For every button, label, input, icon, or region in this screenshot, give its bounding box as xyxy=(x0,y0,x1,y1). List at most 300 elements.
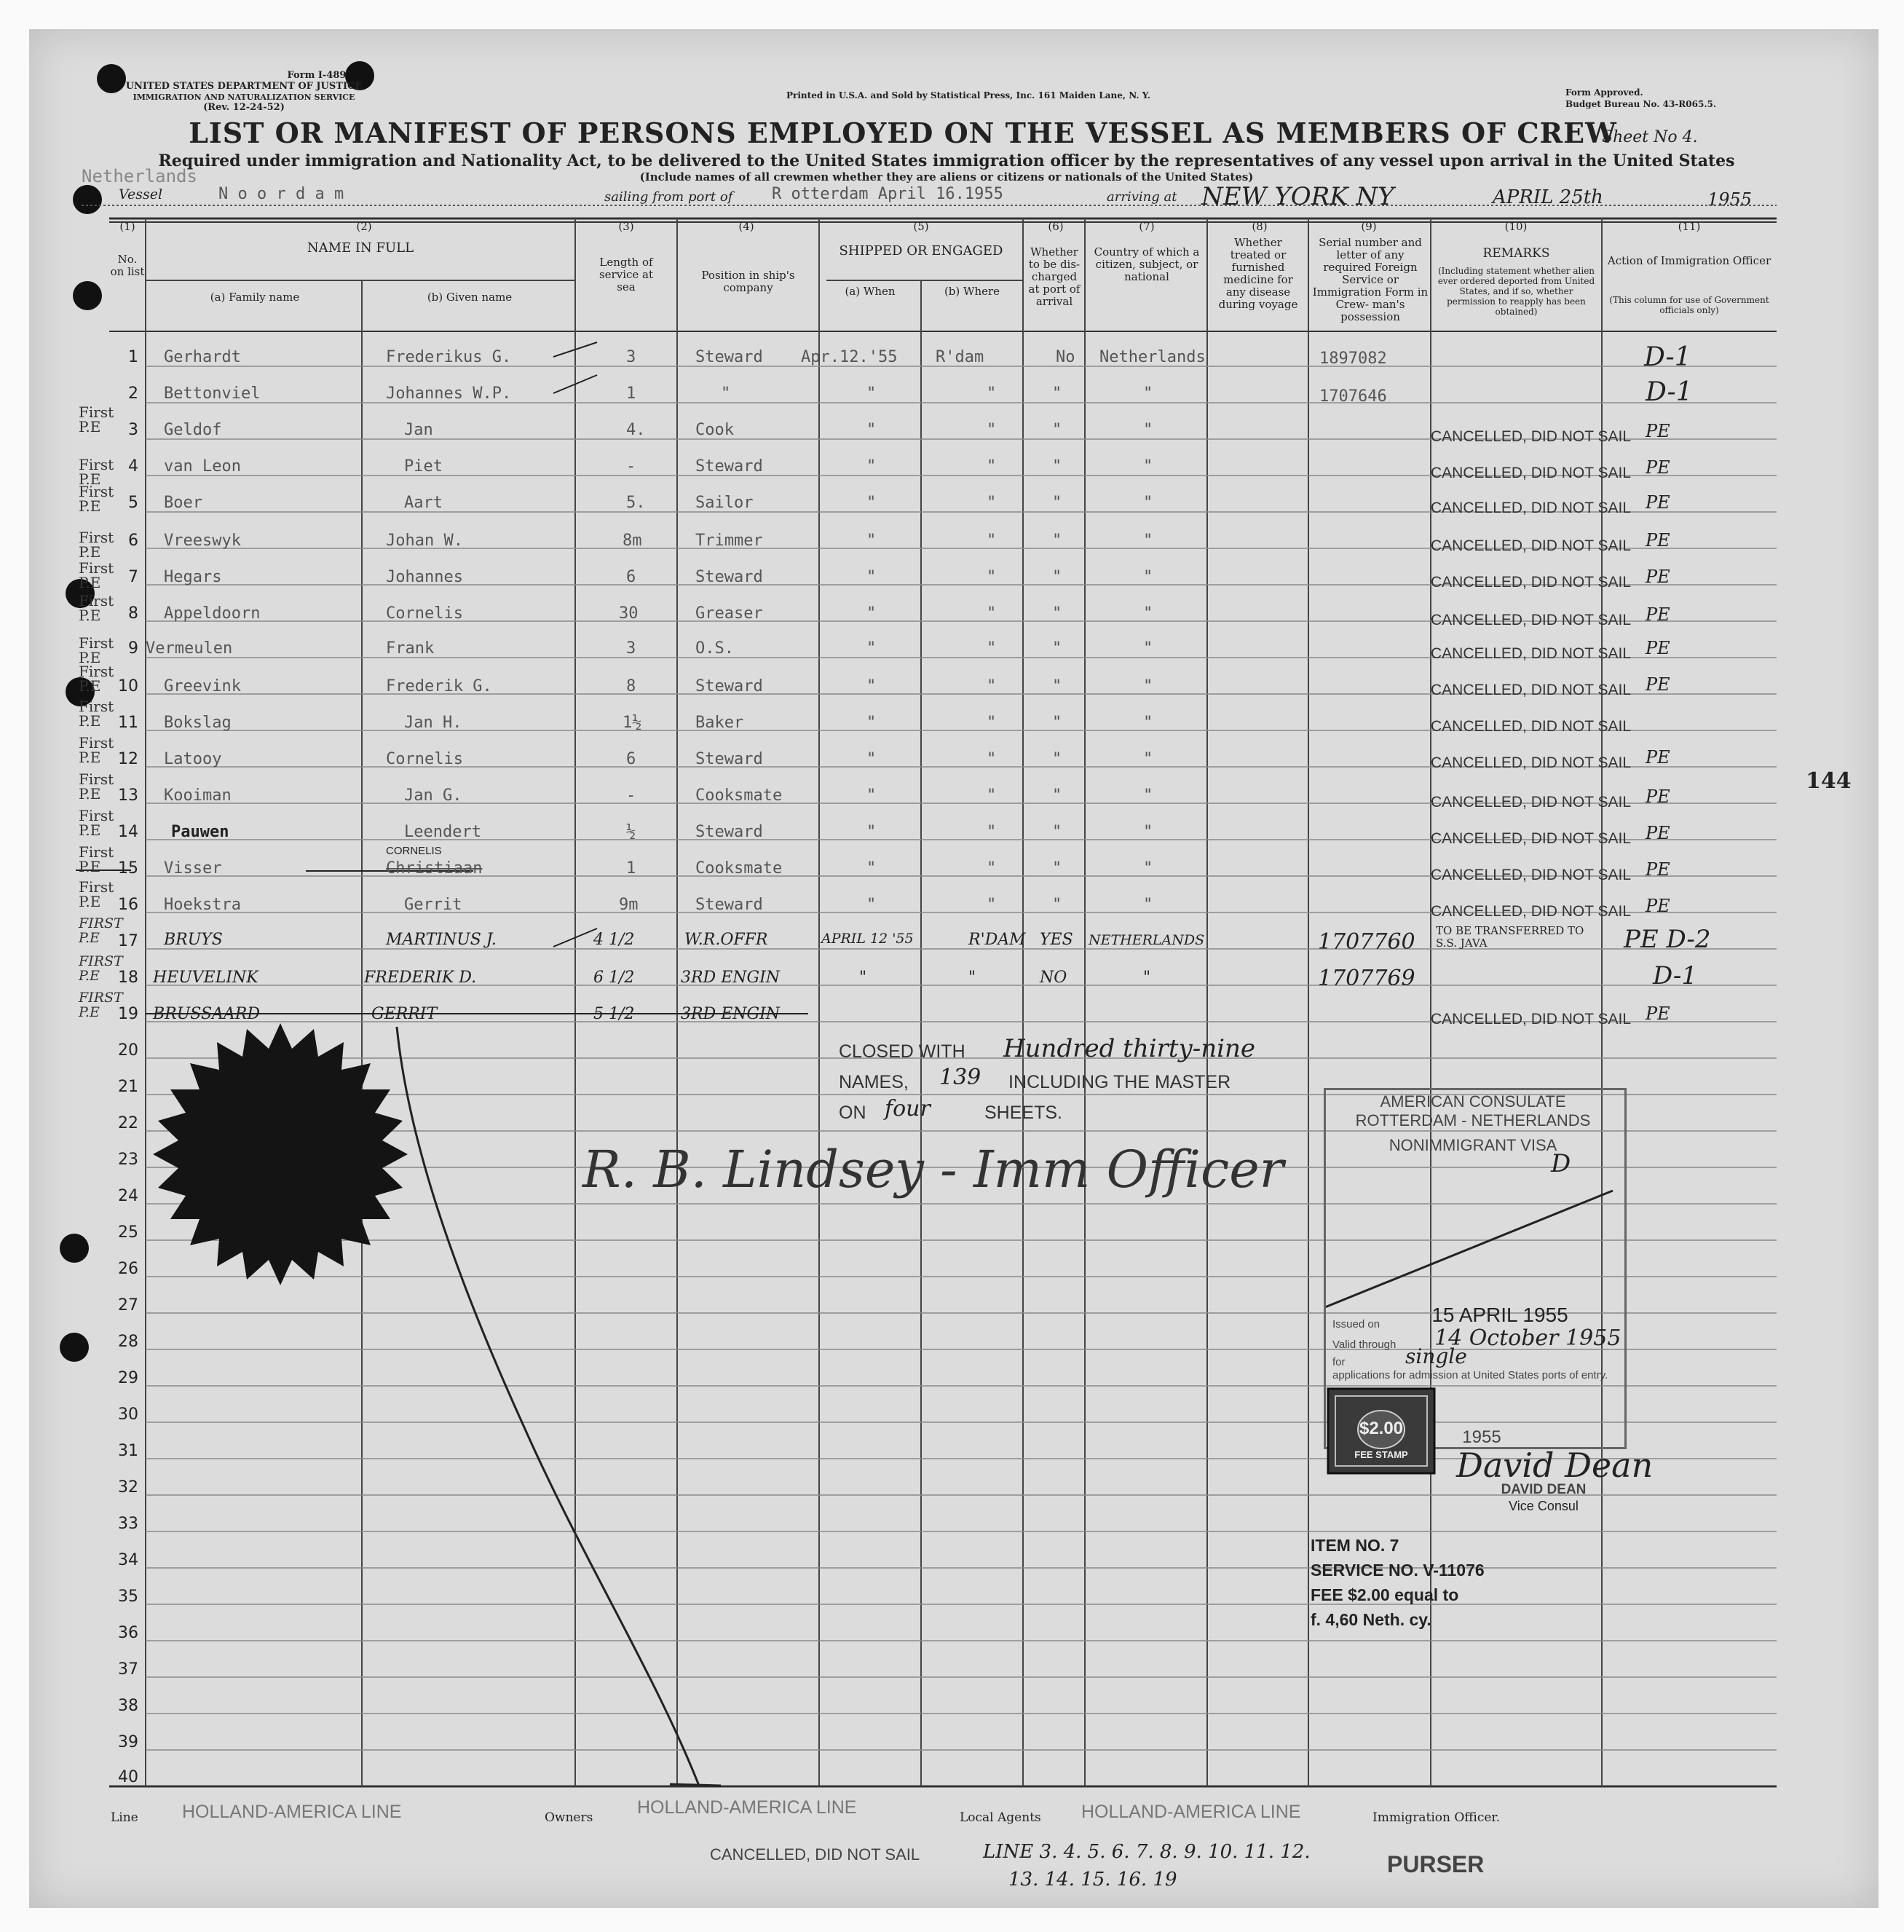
given-name: Frederikus G. xyxy=(386,348,512,366)
family-name: Pauwen xyxy=(171,823,229,841)
when-shipped: " xyxy=(866,457,877,476)
col-num-10: (10) xyxy=(1504,220,1528,233)
when-shipped: Apr.12.'55 xyxy=(801,348,898,366)
length-of-service: 3 xyxy=(626,639,636,658)
pe-mark: First P.E xyxy=(79,456,114,488)
family-name: Geldof xyxy=(164,421,222,439)
family-name: Hoekstra xyxy=(164,896,241,914)
arrival-year: 1955 xyxy=(1707,189,1753,210)
action-mark: PE xyxy=(1646,492,1670,513)
fee-amount: FEE $2.00 equal to xyxy=(1311,1585,1459,1604)
row-number: 14 xyxy=(118,823,138,841)
discharged: " xyxy=(1052,421,1062,439)
line-label: Line xyxy=(111,1810,138,1825)
row-number: 23 xyxy=(118,1151,138,1169)
where-shipped: " xyxy=(987,896,997,914)
position: 3RD ENGIN xyxy=(681,1005,781,1023)
row-number: 11 xyxy=(118,714,138,732)
family-name: Vreeswyk xyxy=(164,532,241,550)
pe-mark: First P.E xyxy=(79,843,114,875)
pe-mark: FIRST P.E xyxy=(79,990,123,1020)
row-number: 4 xyxy=(128,457,138,476)
header-medicine: Whether treated or furnished medicine for any disease during voyage xyxy=(1218,236,1298,311)
when-shipped: " xyxy=(866,896,877,914)
when-shipped: " xyxy=(866,750,877,768)
given-name: Johan W. xyxy=(386,532,463,550)
length-of-service: 4 1/2 xyxy=(593,931,635,949)
names-label: NAMES, xyxy=(839,1072,909,1092)
issued-date: 15 APRIL 1955 xyxy=(1431,1304,1568,1326)
family-name: Bettonviel xyxy=(164,385,261,403)
row-number: 1 xyxy=(128,348,138,366)
length-of-service: 4. xyxy=(626,421,646,439)
family-name: Hegars xyxy=(164,568,222,586)
sailing-port: R otterdam April 16.1955 xyxy=(772,185,1003,203)
page-title: LIST OR MANIFEST OF PERSONS EMPLOYED ON THE VESSEL AS MEMBERS OF CREW xyxy=(189,117,1617,149)
country: " xyxy=(1143,494,1153,512)
position: Sailor xyxy=(695,494,754,512)
visa-class: D xyxy=(1551,1149,1571,1178)
owners-value: HOLLAND-AMERICA LINE xyxy=(637,1797,857,1818)
action-mark: PE xyxy=(1646,604,1670,625)
cancelled-stamp: CANCELLED, DID NOT SAIL xyxy=(1431,612,1632,628)
where-shipped: R'dam xyxy=(936,348,984,366)
country: Netherlands xyxy=(1099,348,1206,366)
discharged: " xyxy=(1052,457,1062,476)
position: O.S. xyxy=(695,639,734,658)
stamp-year: 1955 xyxy=(1462,1427,1501,1447)
closed-count-words: Hundred thirty-nine xyxy=(1003,1034,1255,1063)
serial-number: 1707646 xyxy=(1319,387,1387,406)
action-mark: PE xyxy=(1646,674,1670,695)
country: " xyxy=(1143,859,1153,878)
pe-mark: First P.E xyxy=(79,634,114,666)
family-name: Vermeulen xyxy=(146,639,233,658)
discharged: No xyxy=(1056,348,1075,366)
serial-number: 1707769 xyxy=(1318,966,1415,991)
row-number: 35 xyxy=(118,1588,138,1606)
length-of-service: - xyxy=(626,457,636,476)
where-shipped: " xyxy=(987,750,997,768)
valid-through: 14 October 1955 xyxy=(1434,1325,1621,1351)
country: NETHERLANDS xyxy=(1089,932,1205,948)
closed-with-label: CLOSED WITH xyxy=(839,1041,965,1062)
purser-label: PURSER xyxy=(1387,1851,1485,1877)
line-value: HOLLAND-AMERICA LINE xyxy=(182,1802,402,1822)
when-shipped: " xyxy=(866,421,877,439)
when-shipped: " xyxy=(859,969,867,987)
when-shipped: " xyxy=(866,859,877,878)
where-shipped: " xyxy=(987,604,997,623)
fee-local-currency: f. 4,60 Neth. cy. xyxy=(1311,1610,1431,1629)
row-number: 37 xyxy=(118,1660,138,1679)
length-of-service: 1 xyxy=(626,385,636,403)
action-mark: PE xyxy=(1646,457,1670,478)
country: " xyxy=(1143,750,1153,768)
cancelled-stamp: CANCELLED, DID NOT SAIL xyxy=(1431,718,1632,735)
country: " xyxy=(1143,714,1153,732)
col-num-8: (8) xyxy=(1252,220,1268,233)
fee-stamp-label: FEE STAMP xyxy=(1354,1449,1408,1460)
arriving-label: arriving at xyxy=(1107,189,1177,205)
side-number: 144 xyxy=(1806,768,1852,794)
given-name-correction: CORNELIS xyxy=(386,845,442,857)
fee-stamp-value: $2.00 xyxy=(1359,1419,1404,1438)
action-mark: PE xyxy=(1646,567,1670,587)
row-number: 24 xyxy=(118,1187,138,1205)
row-number: 22 xyxy=(118,1114,138,1132)
action-mark: PE xyxy=(1646,1004,1670,1024)
row-number: 18 xyxy=(118,969,138,987)
pe-mark: First P.E xyxy=(79,698,114,730)
pe-mark: First P.E xyxy=(79,878,114,910)
country: " xyxy=(1143,385,1153,403)
pe-mark: First P.E xyxy=(79,807,114,839)
stamp-consulate: AMERICAN CONSULATE xyxy=(1380,1092,1566,1111)
budget-bureau: Budget Bureau No. 43-R065.5. xyxy=(1565,99,1717,109)
cancelled-stamp: CANCELLED, DID NOT SAIL xyxy=(1431,794,1632,811)
valid-label: Valid through xyxy=(1332,1338,1397,1351)
length-of-service: 30 xyxy=(619,604,639,623)
consul-name: DAVID DEAN xyxy=(1501,1482,1587,1497)
service-name: IMMIGRATION AND NATURALIZATION SERVICE xyxy=(133,92,355,102)
owners-label: Owners xyxy=(545,1810,593,1825)
action-mark: D-1 xyxy=(1646,377,1693,407)
given-name: Cornelis xyxy=(386,604,463,623)
row-number: 29 xyxy=(118,1369,138,1387)
where-shipped: " xyxy=(987,532,997,550)
action-mark: PE xyxy=(1646,421,1670,441)
position: Steward xyxy=(695,348,763,366)
given-name: Jan xyxy=(404,421,433,439)
position: Trimmer xyxy=(695,532,763,550)
given-name: Johannes xyxy=(386,568,463,586)
col-num-11: (11) xyxy=(1678,220,1701,233)
discharged: " xyxy=(1052,604,1062,623)
pe-mark: FIRST P.E xyxy=(79,953,123,984)
where-shipped: " xyxy=(987,823,997,841)
pe-mark: First P.E xyxy=(79,559,114,591)
when-shipped: " xyxy=(866,568,877,586)
position: Cooksmate xyxy=(695,859,783,878)
header-where: (b) Where xyxy=(944,285,1000,298)
family-name: Gerhardt xyxy=(164,348,241,366)
cancelled-stamp: CANCELLED, DID NOT SAIL xyxy=(1431,830,1632,847)
on-label: ON xyxy=(839,1103,866,1123)
given-name: GERRIT xyxy=(371,1005,438,1023)
entry-note: applications for admission at United States ports of entry. xyxy=(1332,1369,1608,1381)
header-length: Length of service at sea xyxy=(599,256,654,293)
position: Steward xyxy=(695,896,763,914)
arriving-port: NEW YORK NY xyxy=(1201,182,1394,211)
country: " xyxy=(1143,896,1153,914)
action-mark: PE xyxy=(1646,859,1670,880)
row-number: 3 xyxy=(128,421,138,439)
country: " xyxy=(1143,677,1153,695)
when-shipped: " xyxy=(866,604,877,623)
when-shipped: " xyxy=(866,714,877,732)
position: Steward xyxy=(695,823,763,841)
family-name: Bokslag xyxy=(164,714,232,732)
family-name: Latooy xyxy=(164,750,222,768)
pe-mark: First P.E xyxy=(79,770,114,803)
position: 3RD ENGIN xyxy=(681,969,781,987)
discharged: " xyxy=(1052,786,1062,805)
row-number: 31 xyxy=(118,1442,138,1460)
consul-signature: David Dean xyxy=(1456,1446,1654,1485)
row-number: 21 xyxy=(118,1078,138,1096)
pe-mark: First P.E xyxy=(79,483,114,515)
discharged: " xyxy=(1052,385,1062,403)
position: Cook xyxy=(695,421,734,439)
row-number: 2 xyxy=(128,385,138,403)
country: " xyxy=(1143,568,1153,586)
row-number: 6 xyxy=(128,532,138,550)
row-number: 26 xyxy=(118,1260,138,1278)
applications-count: single xyxy=(1405,1344,1467,1368)
when-shipped: " xyxy=(866,494,877,512)
family-name: Kooiman xyxy=(164,786,232,805)
discharged: " xyxy=(1052,896,1062,914)
given-name: Johannes W.P. xyxy=(386,385,512,403)
form-number: Form I-489 xyxy=(287,70,347,81)
given-name: MARTINUS J. xyxy=(386,931,497,949)
when-shipped: " xyxy=(866,532,877,550)
header-discharged: Whether to be dis- charged at port of arrival xyxy=(1028,245,1081,308)
form-approved: Form Approved. xyxy=(1565,87,1643,98)
where-shipped: " xyxy=(987,568,997,586)
position: W.R.OFFR xyxy=(684,931,768,949)
discharged: " xyxy=(1052,677,1062,695)
where-shipped: " xyxy=(987,714,997,732)
header-no-on-list: No. on list xyxy=(110,253,145,278)
given-name: Aart xyxy=(404,494,443,512)
pe-mark: First P.E xyxy=(79,403,114,435)
position: Baker xyxy=(695,714,744,732)
country: " xyxy=(1143,604,1153,623)
country: " xyxy=(1143,786,1153,805)
length-of-service: 8 xyxy=(626,677,636,695)
col-num-4: (4) xyxy=(738,220,754,233)
cancelled-stamp: CANCELLED, DID NOT SAIL xyxy=(1431,754,1632,771)
header-country: Country of which a citizen, subject, or national xyxy=(1094,245,1200,283)
stamp-city: ROTTERDAM - NETHERLANDS xyxy=(1355,1111,1591,1129)
vessel-name: N o o r d a m xyxy=(218,185,344,203)
length-of-service: 8m xyxy=(623,532,642,550)
cancelled-lines-2: 13. 14. 15. 16. 19 xyxy=(1008,1869,1177,1890)
family-name: Greevink xyxy=(164,677,241,695)
length-of-service: - xyxy=(626,786,636,805)
family-name: Visser xyxy=(164,859,222,878)
row-number: 7 xyxy=(128,568,138,586)
discharged: " xyxy=(1052,494,1062,512)
action-mark: PE xyxy=(1646,747,1670,768)
where-shipped: " xyxy=(987,677,997,695)
row-number: 38 xyxy=(118,1697,138,1715)
discharged: " xyxy=(1052,823,1062,841)
when-shipped: APRIL 12 '55 xyxy=(821,931,914,947)
local-agents-value: HOLLAND-AMERICA LINE xyxy=(1081,1802,1301,1822)
row-number: 8 xyxy=(128,604,138,623)
where-shipped: R'DAM xyxy=(968,931,1026,949)
row-number: 9 xyxy=(128,639,138,658)
row-number: 30 xyxy=(118,1405,138,1424)
sheet-number: Sheet No 4. xyxy=(1602,128,1698,146)
row-number: 5 xyxy=(128,494,138,512)
where-shipped: " xyxy=(987,457,997,476)
col-num-9: (9) xyxy=(1361,220,1377,233)
discharged: " xyxy=(1052,750,1062,768)
pe-mark: First P.E xyxy=(79,529,114,561)
row-number: 10 xyxy=(118,677,138,695)
cancelled-stamp: CANCELLED, DID NOT SAIL xyxy=(1431,574,1632,591)
row-number: 19 xyxy=(118,1005,138,1023)
row-number: 39 xyxy=(118,1733,138,1751)
given-name: Jan G. xyxy=(404,786,462,805)
col-num-1: (1) xyxy=(119,220,135,233)
col-num-5: (5) xyxy=(913,220,929,233)
where-shipped: " xyxy=(987,859,997,878)
given-name: Christiaan xyxy=(386,859,483,878)
length-of-service: 6 xyxy=(626,750,636,768)
department: UNITED STATES DEPARTMENT OF JUSTICE xyxy=(125,81,363,92)
row-number: 12 xyxy=(118,750,138,768)
row-number: 16 xyxy=(118,896,138,914)
length-of-service: 5. xyxy=(626,494,646,512)
punch-hole xyxy=(73,281,102,310)
pe-mark: First P.E xyxy=(79,734,114,766)
action-mark: PE xyxy=(1646,823,1670,843)
pe-mark: FIRST P.E xyxy=(79,915,123,946)
form-revision: (Rev. 12-24-52) xyxy=(203,102,285,113)
manifest-sheet xyxy=(29,29,1879,1908)
when-shipped: " xyxy=(866,385,877,403)
row-number: 36 xyxy=(118,1624,138,1642)
service-number: SERVICE NO. V-11076 xyxy=(1311,1561,1485,1580)
position: Steward xyxy=(695,750,763,768)
issued-label: Issued on xyxy=(1332,1318,1380,1330)
arrival-date: APRIL 25th xyxy=(1493,186,1603,208)
cancelled-stamp: CANCELLED, DID NOT SAIL xyxy=(1431,867,1632,883)
position: Steward xyxy=(695,677,763,695)
discharged: " xyxy=(1052,714,1062,732)
country: " xyxy=(1143,969,1151,987)
country: " xyxy=(1143,421,1153,439)
punch-hole xyxy=(73,185,102,214)
closed-count: 139 xyxy=(939,1065,981,1090)
given-name: Leendert xyxy=(404,823,481,841)
header-action-note: (This column for use of Government officials only) xyxy=(1609,295,1769,315)
length-of-service: 3 xyxy=(626,348,636,366)
where-shipped: " xyxy=(987,421,997,439)
header-family-name: (a) Family name xyxy=(210,291,300,304)
vessel-nationality: Netherlands xyxy=(82,166,197,186)
including-master-label: INCLUDING THE MASTER xyxy=(1008,1072,1231,1092)
sailing-label: sailing from port of xyxy=(604,189,733,205)
pe-mark: First P.E xyxy=(79,663,114,695)
action-mark: D-1 xyxy=(1653,961,1698,990)
cancelled-stamp: CANCELLED, DID NOT SAIL xyxy=(1431,428,1632,445)
row-number: 25 xyxy=(118,1223,138,1242)
header-when: (a) When xyxy=(845,285,896,298)
discharged: YES xyxy=(1040,931,1073,949)
discharged: " xyxy=(1052,639,1062,658)
when-shipped: " xyxy=(866,823,877,841)
where-shipped: " xyxy=(968,969,976,987)
cancelled-stamp: CANCELLED, DID NOT SAIL xyxy=(1431,537,1632,554)
immigration-officer-label: Immigration Officer. xyxy=(1372,1810,1501,1825)
header-shipped: SHIPPED OR ENGAGED xyxy=(839,243,1003,259)
position: Cooksmate xyxy=(695,786,783,805)
header-serial: Serial number and letter of any required Foreign Service or Immigration Form in Crew- man's possession xyxy=(1312,236,1429,323)
row-number: 20 xyxy=(118,1041,138,1060)
position: Steward xyxy=(695,457,763,476)
col-num-2: (2) xyxy=(356,220,372,233)
header-remarks: REMARKS xyxy=(1482,246,1550,261)
length-of-service: 6 xyxy=(626,568,636,586)
serial-number: 1707760 xyxy=(1318,929,1415,955)
serial-number: 1897082 xyxy=(1319,350,1387,368)
subtitle: Required under immigration and Nationality Act, to be delivered to the United States immigration officer by the representatives of any vessel upon arrival in the United States xyxy=(158,151,1735,170)
family-name: HEUVELINK xyxy=(153,969,258,987)
cancelled-stamp: CANCELLED, DID NOT SAIL xyxy=(1431,645,1632,662)
cancelled-stamp: CANCELLED, DID NOT SAIL xyxy=(1431,682,1632,698)
given-name: Piet xyxy=(404,457,443,476)
family-name: BRUYS xyxy=(164,931,223,949)
col-num-6: (6) xyxy=(1048,220,1064,233)
vessel-label: Vessel xyxy=(119,186,163,202)
item-number: ITEM NO. 7 xyxy=(1311,1536,1399,1555)
crew-note: (Include names of all crewmen whether they are aliens or citizens or nationals of the United States) xyxy=(639,170,1254,184)
for-label: for xyxy=(1332,1356,1346,1368)
length-of-service: 6 1/2 xyxy=(593,969,635,987)
when-shipped: " xyxy=(866,786,877,805)
row-number: 13 xyxy=(118,786,138,805)
cancelled-stamp: CANCELLED, DID NOT SAIL xyxy=(1431,500,1632,516)
remarks: TO BE TRANSFERRED TO S.S. JAVA xyxy=(1436,924,1584,950)
country: " xyxy=(1143,639,1153,658)
pe-mark: First P.E xyxy=(79,592,114,624)
action-mark: PE xyxy=(1646,530,1670,551)
cancelled-footer: CANCELLED, DID NOT SAIL xyxy=(710,1845,920,1864)
action-mark: D-1 xyxy=(1644,342,1691,372)
family-name: BRUSSAARD xyxy=(153,1005,261,1023)
where-shipped: " xyxy=(987,786,997,805)
when-shipped: " xyxy=(866,677,877,695)
where-shipped: " xyxy=(987,494,997,512)
family-name: Appeldoorn xyxy=(164,604,261,623)
discharged: " xyxy=(1052,568,1062,586)
item-service-box xyxy=(1311,1533,1485,1632)
col-num-3: (3) xyxy=(618,220,634,233)
row-number: 34 xyxy=(118,1551,138,1569)
action-mark: PE xyxy=(1646,638,1670,658)
printer-note: Printed in U.S.A. and Sold by Statistical Press, Inc. 161 Maiden Lane, N. Y. xyxy=(786,90,1150,100)
position: Greaser xyxy=(695,604,763,623)
row-number: 32 xyxy=(118,1478,138,1497)
country: " xyxy=(1143,532,1153,550)
row-number: 33 xyxy=(118,1515,138,1533)
cancelled-stamp: CANCELLED, DID NOT SAIL xyxy=(1431,465,1632,481)
immigration-officer-signature: R. B. Lindsey - Imm Officer xyxy=(582,1140,1284,1199)
length-of-service: 9m xyxy=(619,896,639,914)
given-name: Frank xyxy=(386,639,435,658)
cancelled-lines-1: LINE 3. 4. 5. 6. 7. 8. 9. 10. 11. 12. xyxy=(983,1841,1311,1863)
length-of-service: 1½ xyxy=(623,714,642,732)
row-number: 15 xyxy=(118,859,138,878)
when-shipped: " xyxy=(866,639,877,658)
sheets-label: SHEETS. xyxy=(984,1103,1062,1123)
